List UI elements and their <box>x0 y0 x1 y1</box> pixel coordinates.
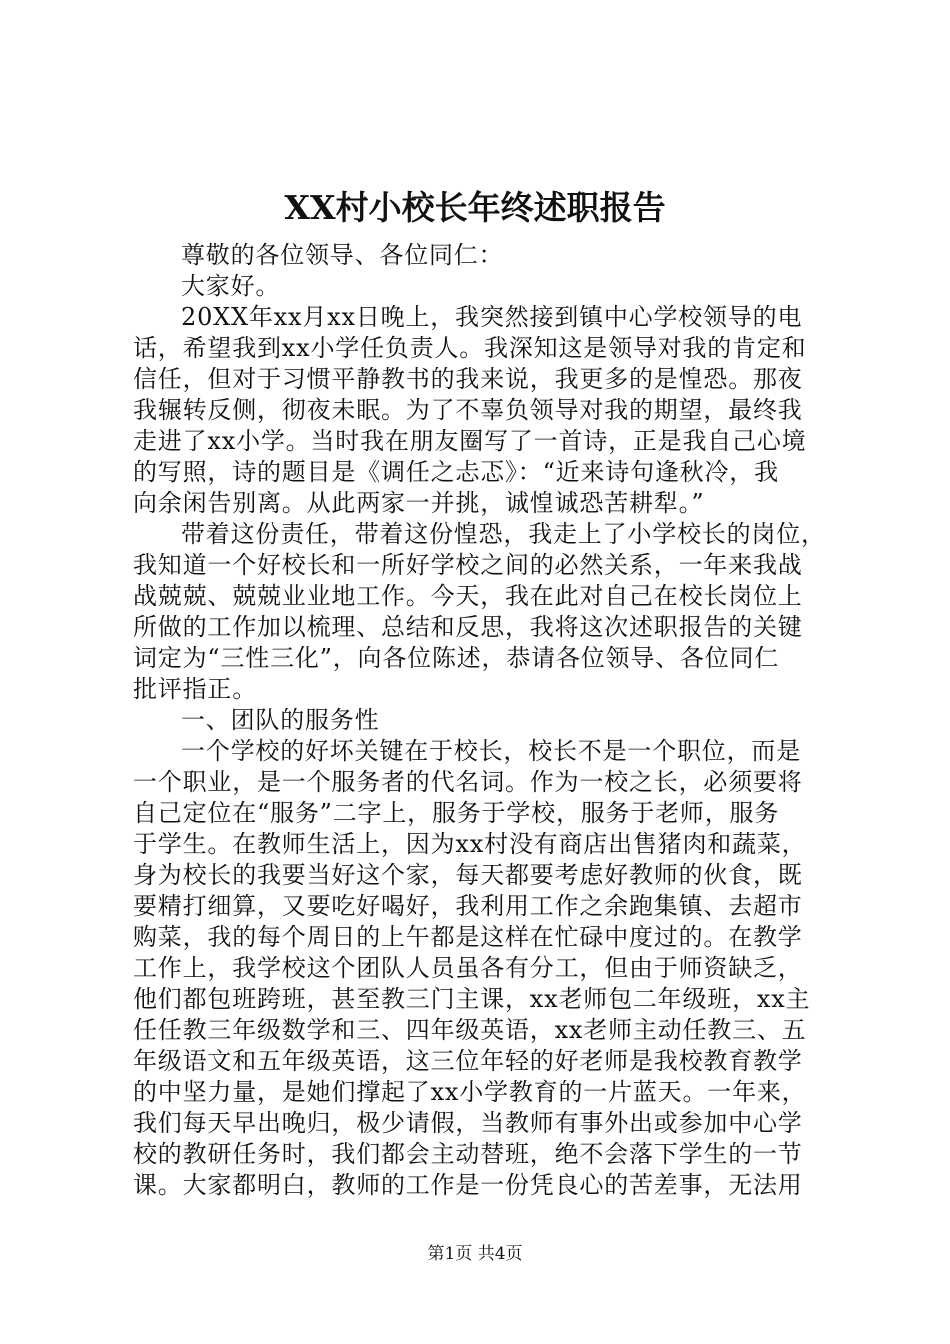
body-line: 购菜，我的每个周日的上午都是这样在忙碌中度过的。在教学 <box>133 923 803 951</box>
body-line: 走进了xx小学。当时我在朋友圈写了一首诗，正是我自己心境 <box>133 427 807 455</box>
greeting-line: 大家好。 <box>181 272 281 300</box>
salutation-line: 尊敬的各位领导、各位同仁： <box>181 241 504 269</box>
body-line: 的中坚力量，是她们撑起了xx小学教育的一片蓝天。一年来， <box>133 1078 807 1106</box>
page-footer: 第1页 共4页 <box>427 1244 523 1264</box>
body-line: 校的教研任务时，我们都会主动替班，绝不会落下学生的一节 <box>133 1140 803 1168</box>
body-line: 20XX年xx月xx日晚上，我突然接到镇中心学校领导的电 <box>181 303 803 331</box>
body-line: 我辗转反侧，彻夜未眠。为了不辜负领导对我的期望，最终我 <box>133 396 803 424</box>
body-line: 任任教三年级数学和三、四年级英语，xx老师主动任教三、五 <box>133 1016 807 1044</box>
body-line: 他们都包班跨班，甚至教三门主课，xx老师包二年级班，xx主 <box>133 985 811 1013</box>
body-line: 一个职业，是一个服务者的代名词。作为一校之长，必须要将 <box>133 768 803 796</box>
body-line: 我们每天早出晚归，极少请假，当教师有事外出或参加中心学 <box>133 1109 803 1137</box>
body-line: 话，希望我到xx小学任负责人。我深知这是领导对我的肯定和 <box>133 334 807 362</box>
body-line: 工作上，我学校这个团队人员虽各有分工，但由于师资缺乏， <box>133 954 803 982</box>
body-line: 年级语文和五年级英语，这三位年轻的好老师是我校教育教学 <box>133 1047 803 1075</box>
body-line: 身为校长的我要当好这个家，每天都要考虑好教师的伙食，既 <box>133 861 803 889</box>
body-line: 战兢兢、兢兢业业地工作。今天，我在此对自己在校长岗位上 <box>133 582 803 610</box>
body-line: 一个学校的好坏关键在于校长，校长不是一个职位，而是 <box>181 737 801 765</box>
body-line: 词定为“三性三化”，向各位陈述，恭请各位领导、各位同仁 <box>133 644 780 672</box>
body-line: 向余闲告别离。从此两家一并挑，诚惶诚恐苦耕犁。” <box>133 489 705 517</box>
body-line: 于学生。在教师生活上，因为xx村没有商店出售猪肉和蔬菜， <box>133 830 807 858</box>
body-line: 课。大家都明白，教师的工作是一份凭良心的苦差事，无法用 <box>133 1171 803 1199</box>
body-line: 的写照，诗的题目是《调任之忐忑》：“近来诗句逢秋冷，我 <box>133 458 779 486</box>
body-line: 批评指正。 <box>133 675 257 703</box>
body-line: 带着这份责任，带着这份惶恐，我走上了小学校长的岗位， <box>181 520 826 548</box>
body-line: 自己定位在“服务”二字上，服务于学校，服务于老师，服务 <box>133 799 780 827</box>
body-line: 所做的工作加以梳理、总结和反思，我将这次述职报告的关键 <box>133 613 803 641</box>
body-line: 要精打细算，又要吃好喝好，我利用工作之余跑集镇、去超市 <box>133 892 803 920</box>
body-line: 信任，但对于习惯平静教书的我来说，我更多的是惶恐。那夜 <box>133 365 803 393</box>
section-heading: 一、团队的服务性 <box>181 706 380 734</box>
body-line: 我知道一个好校长和一所好学校之间的必然关系，一年来我战 <box>133 551 803 579</box>
document-title: XX村小校长年终述职报告 <box>284 188 666 227</box>
